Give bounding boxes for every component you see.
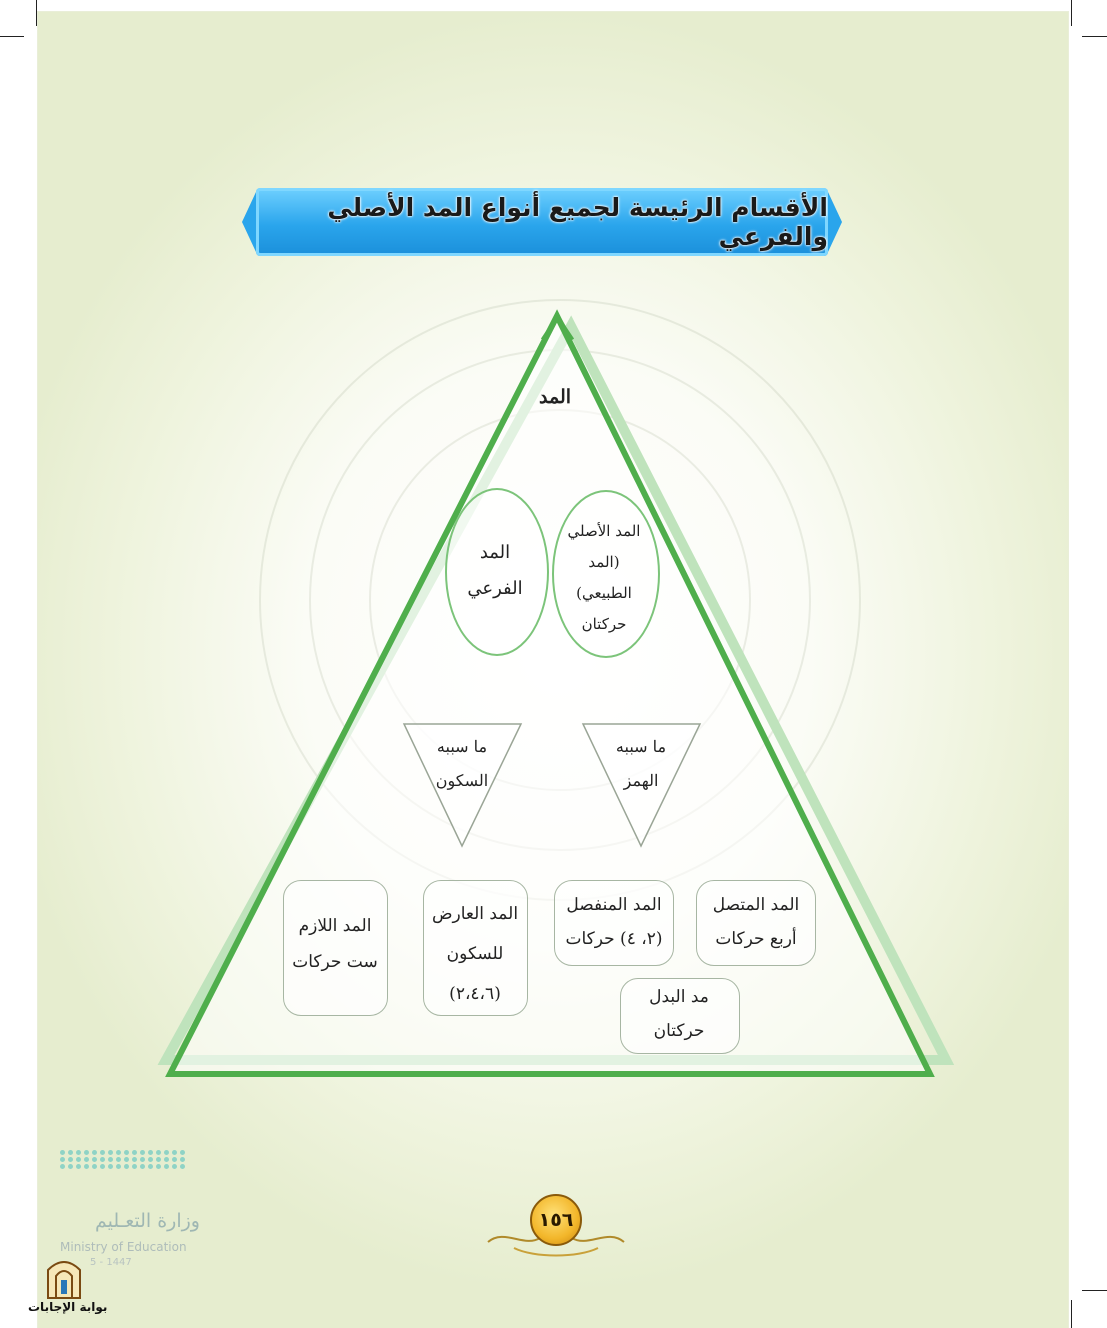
box-badal-line: مد البدل (649, 987, 709, 1007)
box-munfasil-line: المد المنفصل (566, 895, 662, 915)
gateway-watermark-text: بوابة الإجابات (28, 1300, 108, 1314)
page-number-badge: ١٥٦ (530, 1194, 582, 1246)
triangle-sukun-line: السكون (435, 771, 489, 790)
ellipse-farei-line: الفرعي (467, 578, 523, 599)
ellipse-asli-text (556, 516, 652, 640)
ministry-logo (60, 1150, 200, 1169)
box-badal-text (620, 980, 738, 1048)
triangle-sukun-line: ما سببه (436, 737, 488, 756)
ellipse-asli-line: الطبيعي) (576, 584, 632, 602)
box-arid-line: للسكون (446, 944, 504, 964)
ellipse-asli-line: حركتان (581, 615, 627, 633)
ellipse-farei-text (447, 535, 543, 607)
box-lazim-line: المد اللازم (298, 916, 372, 936)
ellipse-farei-line: المد (479, 542, 511, 563)
box-munfasil-line: (٢، ٤) حركات (565, 929, 663, 949)
box-muttasil-text (698, 888, 814, 956)
box-badal-line: حركتان (653, 1021, 705, 1041)
triangle-sukun-text (417, 730, 507, 798)
box-lazim-text (283, 908, 387, 980)
triangle-hamz-line: الهمز (623, 771, 659, 790)
apex-label: المد (538, 386, 572, 408)
triangle-hamz-line: ما سببه (615, 737, 667, 756)
box-muttasil-line: أربع حركات (715, 929, 797, 949)
page-title: الأقسام الرئيسة لجميع أنواع المد الأصلي والفرعي (327, 193, 828, 251)
box-arid-line: (٢،٤،٦) (449, 984, 501, 1004)
triangle-hamz-text (596, 730, 686, 798)
box-arid-text (422, 894, 528, 1014)
box-arid-line: المد العارض (431, 904, 519, 924)
ellipse-asli-line: (المد (588, 553, 620, 571)
ministry-name-english: Ministry of Education (60, 1240, 187, 1254)
logo-dots-icon (60, 1150, 200, 1169)
ellipse-asli-line: المد الأصلي (567, 522, 641, 540)
ministry-year: 5 - 1447 (90, 1257, 132, 1268)
box-muttasil-line: المد المتصل (712, 895, 800, 915)
box-munfasil-text (554, 888, 674, 956)
box-lazim-line: ست حركات (292, 952, 378, 972)
gateway-logo-icon (44, 1256, 84, 1300)
ministry-name-arabic: وزارة التعـليم (94, 1210, 200, 1232)
